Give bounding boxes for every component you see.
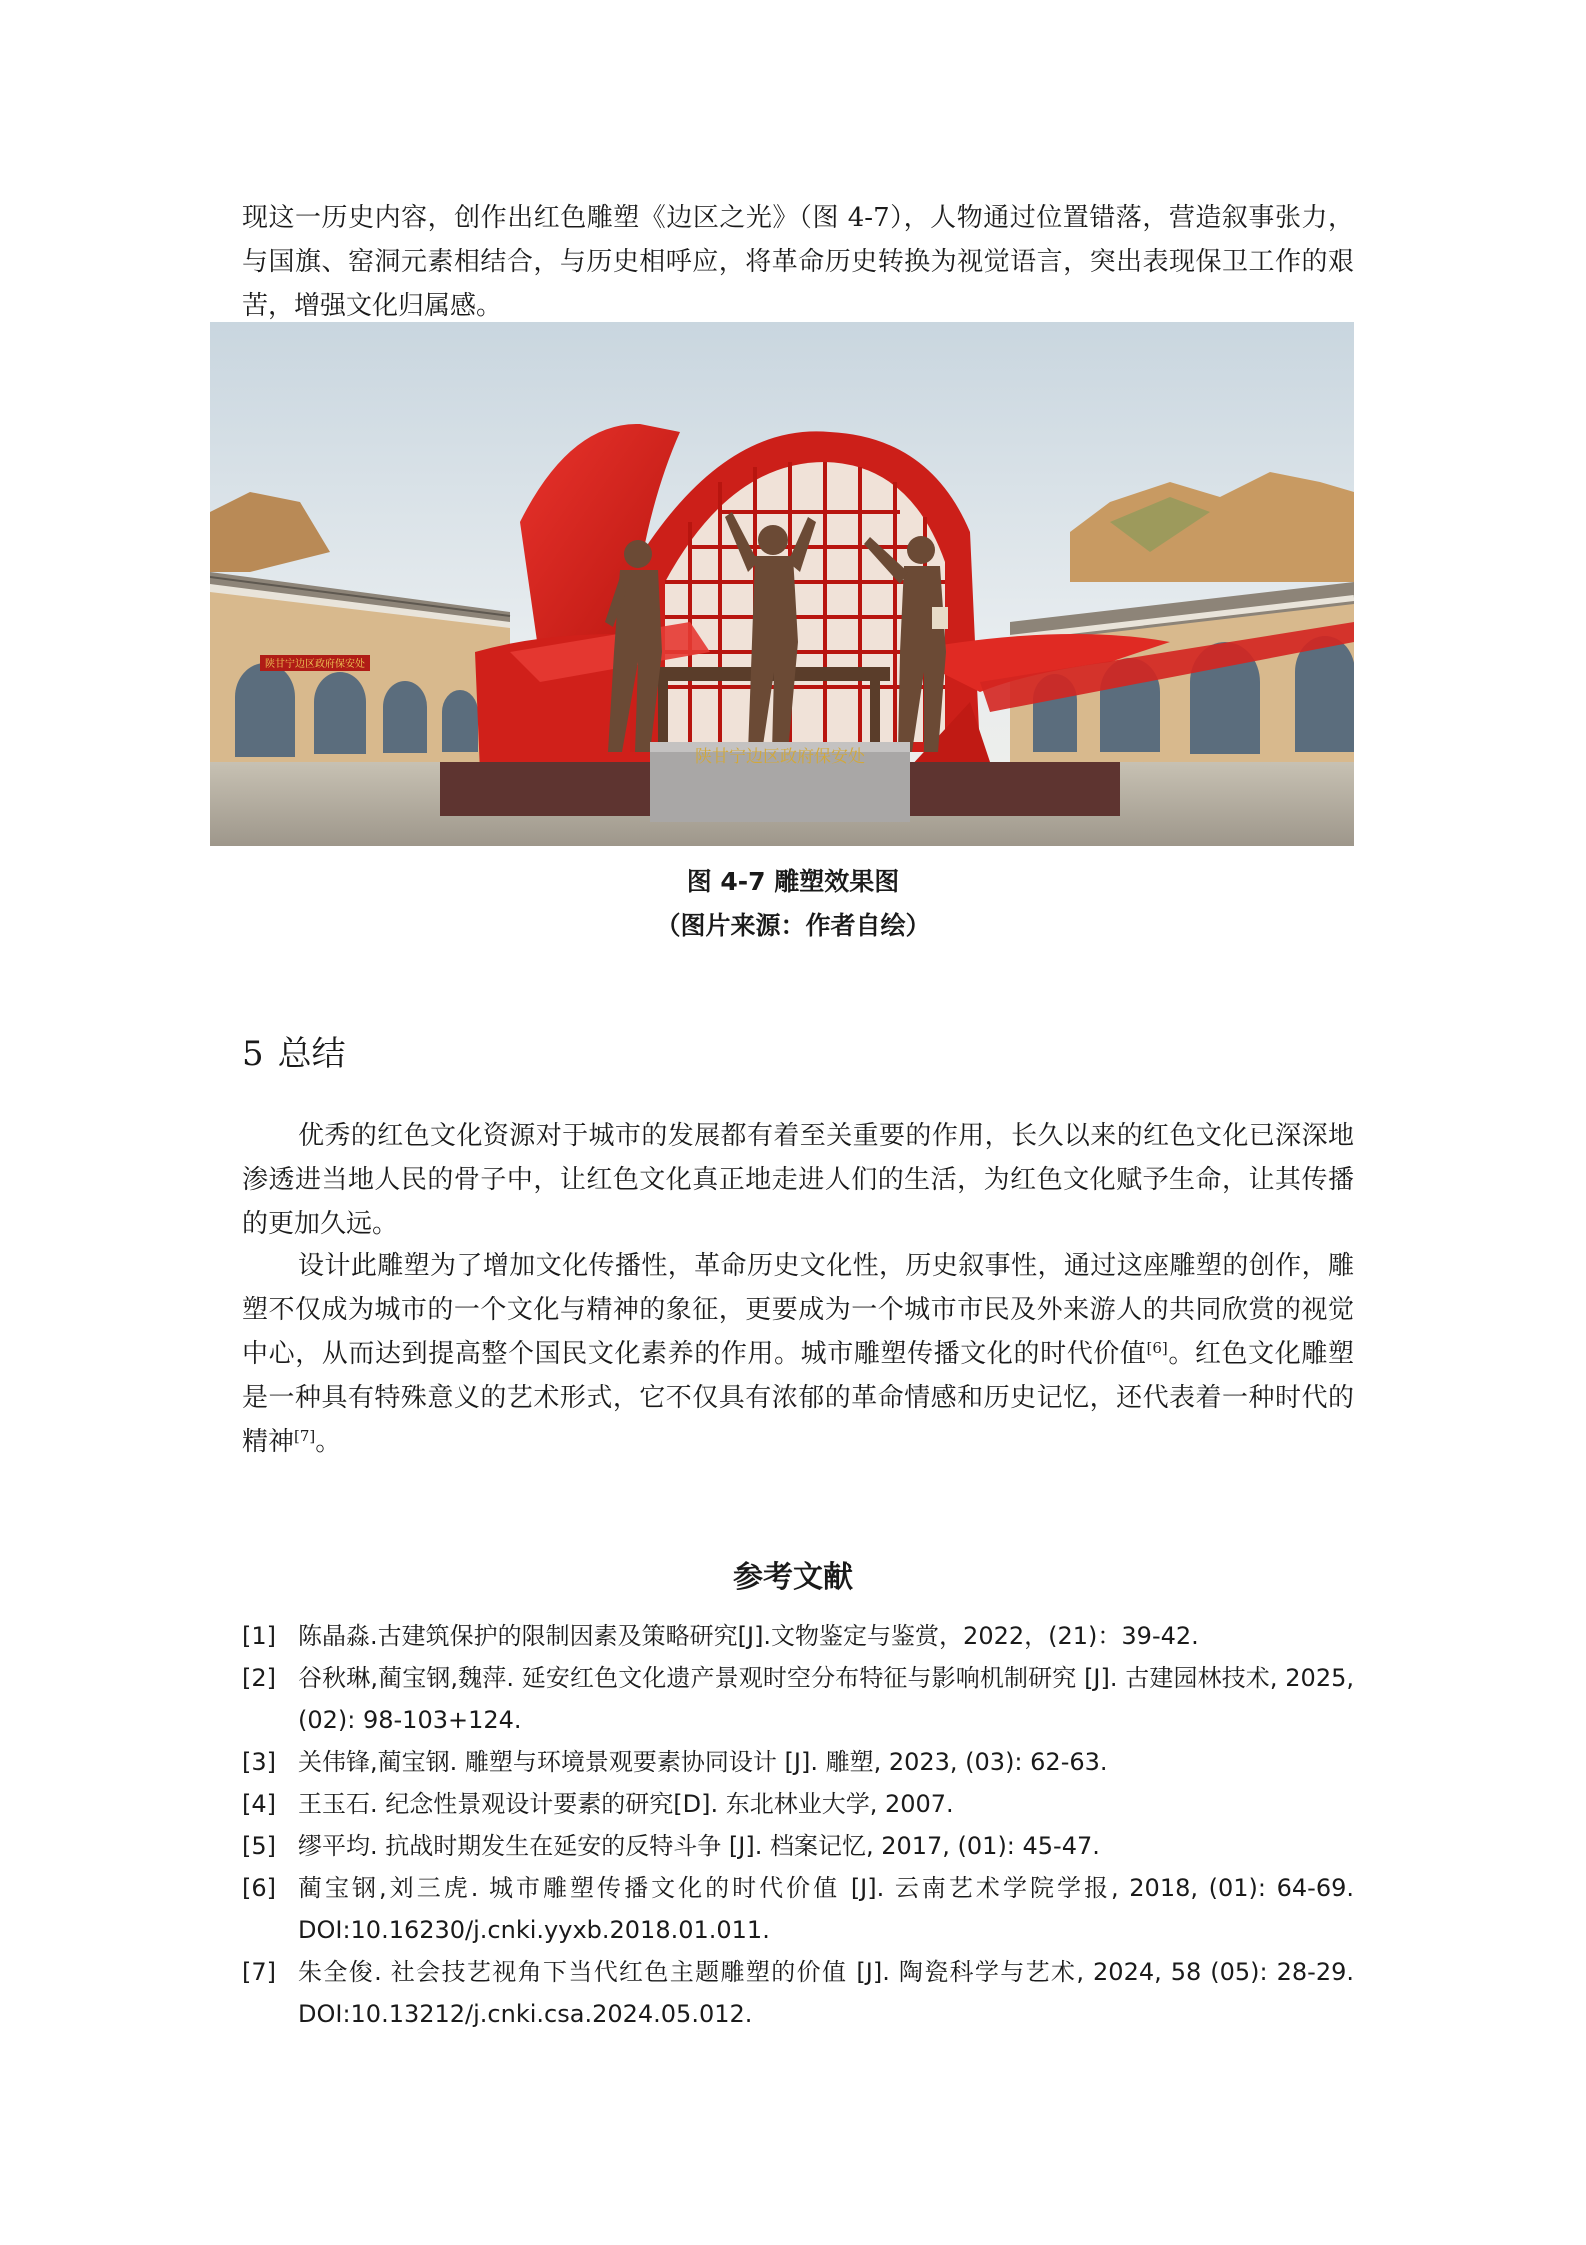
reference-item: [5] 缪平均. 抗战时期发生在延安的反特斗争 [J]. 档案记忆, 2017, (01): 45-47. [242, 1832, 1100, 1860]
sculpture-figure [210, 322, 1354, 846]
reference-item: [3] 关伟锋,蔺宝钢. 雕塑与环境景观要素协同设计 [J]. 雕塑, 2023, (03): 62-63. [242, 1748, 1108, 1776]
intro-paragraph: 现这一历史内容，创作出红色雕塑《边区之光》（图 4-7），人物通过位置错落，营造叙事张力，与国旗、窑洞元素相结合，与历史相呼应，将革命历史转换为视觉语言，突出表现保卫工作的艰苦，增强文化归属感。 [242, 203, 1354, 321]
svg-text:陕甘宁边区政府保安处: 陕甘宁边区政府保安处 [265, 659, 365, 670]
citation-7[interactable]: [7] [294, 1427, 316, 1445]
reference-item: [2] 谷秋琳,蔺宝钢,魏萍. 延安红色文化遗产景观时空分布特征与影响机制研究 [J]. 古建园林技术, 2025, (02): 98-103+124. [242, 1664, 1354, 1734]
reference-item: [7] 朱全俊. 社会技艺视角下当代红色主题雕塑的价值 [J]. 陶瓷科学与艺术, 2024, 58 (05): 28-29. DOI:10.13212/j.cnki.csa.2024.05.012. [242, 1958, 1354, 2028]
sculpture-rendering [210, 322, 1354, 846]
reference-list [242, 1615, 1354, 2035]
section-title: 总结 [277, 1034, 346, 1074]
reference-item: [1] 陈晶淼.古建筑保护的限制因素及策略研究[J].文物鉴定与鉴赏，2022，(21)：39-42. [242, 1622, 1199, 1650]
summary-paragraph-1: 优秀的红色文化资源对于城市的发展都有着至关重要的作用，长久以来的红色文化已深深地渗透进当地人民的骨子中，让红色文化真正地走进人们的生活，为红色文化赋予生命，让其传播的更加久远。 [242, 1121, 1354, 1239]
reference-item: [6] 蔺宝钢,刘三虎. 城市雕塑传播文化的时代价值 [J]. 云南艺术学院学报, 2018, (01): 64-69. DOI:10.16230/j.cnki.yyxb.2018.01.011. [242, 1874, 1354, 1944]
figure-source: （图片来源：作者自绘） [655, 911, 931, 940]
summary-paragraph-2: 设计此雕塑为了增加文化传播性，革命历史文化性，历史叙事性，通过这座雕塑的创作，雕塑不仅成为城市的一个文化与精神的象征，更要成为一个城市市民及外来游人的共同欣赏的视觉中心，从而达到提高整个国民文化素养的作用。城市雕塑传播文化的时代价值[6]。红色文化雕塑是一种具有特殊意义的艺术形式，它不仅具有浓郁的革命情感和历史记忆，还代表着一种时代的精神[7]。 [242, 1251, 1354, 1457]
section-heading [242, 1026, 346, 1075]
references-title: 参考文献 [733, 1560, 853, 1595]
figure-caption: 图 4-7 雕塑效果图 [686, 867, 900, 896]
section-number: 5 [242, 1034, 264, 1074]
reference-item: [4] 王玉石. 纪念性景观设计要素的研究[D]. 东北林业大学, 2007. [242, 1790, 954, 1818]
citation-6[interactable]: [6] [1146, 1339, 1168, 1357]
pedestal-plaque: 陕甘宁边区政府保安处 [695, 747, 865, 767]
